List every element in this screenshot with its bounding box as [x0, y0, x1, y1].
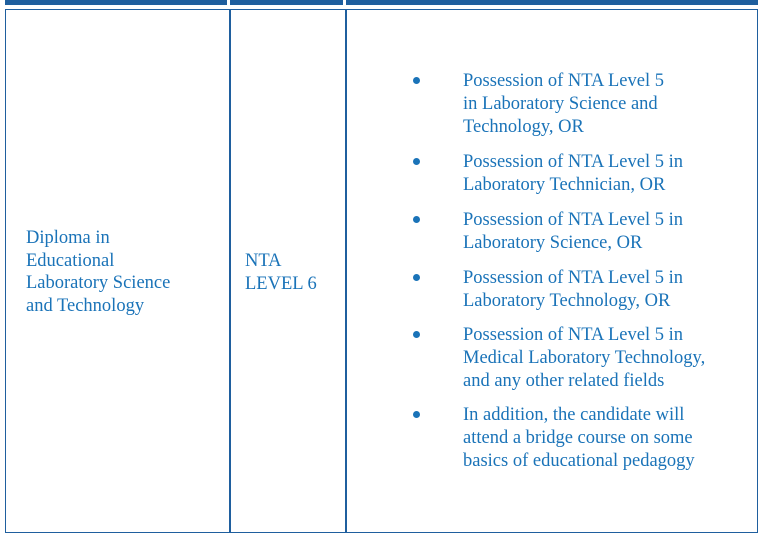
requirement-item — [400, 209, 750, 255]
requirement-line: Laboratory Science, OR — [463, 233, 643, 253]
program-name — [26, 227, 226, 317]
requirement-line: attend a bridge course on some — [463, 428, 693, 448]
requirement-line: Possession of NTA Level 5 in — [463, 268, 683, 288]
requirements-list — [400, 70, 750, 473]
requirement-item — [400, 151, 750, 197]
requirement-item — [400, 404, 750, 473]
requirement-line: basics of educational pedagogy — [463, 451, 695, 471]
requirement-line: Laboratory Technology, OR — [463, 291, 671, 311]
program-name-line: Educational — [26, 250, 115, 271]
bullet-icon — [413, 411, 420, 418]
requirement-line: and any other related fields — [463, 371, 665, 391]
bullet-icon — [413, 274, 420, 281]
requirement-line: Medical Laboratory Technology, — [463, 348, 706, 368]
requirement-item — [400, 267, 750, 313]
bullet-icon — [413, 158, 420, 165]
bullet-icon — [413, 216, 420, 223]
requirement-line: Possession of NTA Level 5 in — [463, 152, 683, 172]
bullet-icon — [413, 77, 420, 84]
requirement-item — [400, 70, 750, 139]
nta-level — [245, 250, 317, 295]
requirement-line: Technology, OR — [463, 117, 584, 137]
requirement-line: Possession of NTA Level 5 — [463, 71, 664, 91]
requirement-item — [400, 324, 750, 393]
requirement-line: Possession of NTA Level 5 in — [463, 210, 683, 230]
program-name-line: Diploma in — [26, 228, 110, 248]
requirement-line: Possession of NTA Level 5 in — [463, 325, 683, 345]
nta-level-line: NTA — [245, 251, 282, 271]
requirement-line: In addition, the candidate will — [463, 405, 685, 425]
program-name-line: Laboratory Science — [26, 273, 171, 293]
table-top-rule — [5, 0, 758, 5]
requirement-line: in Laboratory Science and — [463, 94, 658, 114]
requirement-line: Laboratory Technician, OR — [463, 175, 666, 195]
bullet-icon — [413, 331, 420, 338]
program-name-line: and Technology — [26, 295, 145, 316]
nta-level-line: LEVEL 6 — [245, 273, 317, 294]
